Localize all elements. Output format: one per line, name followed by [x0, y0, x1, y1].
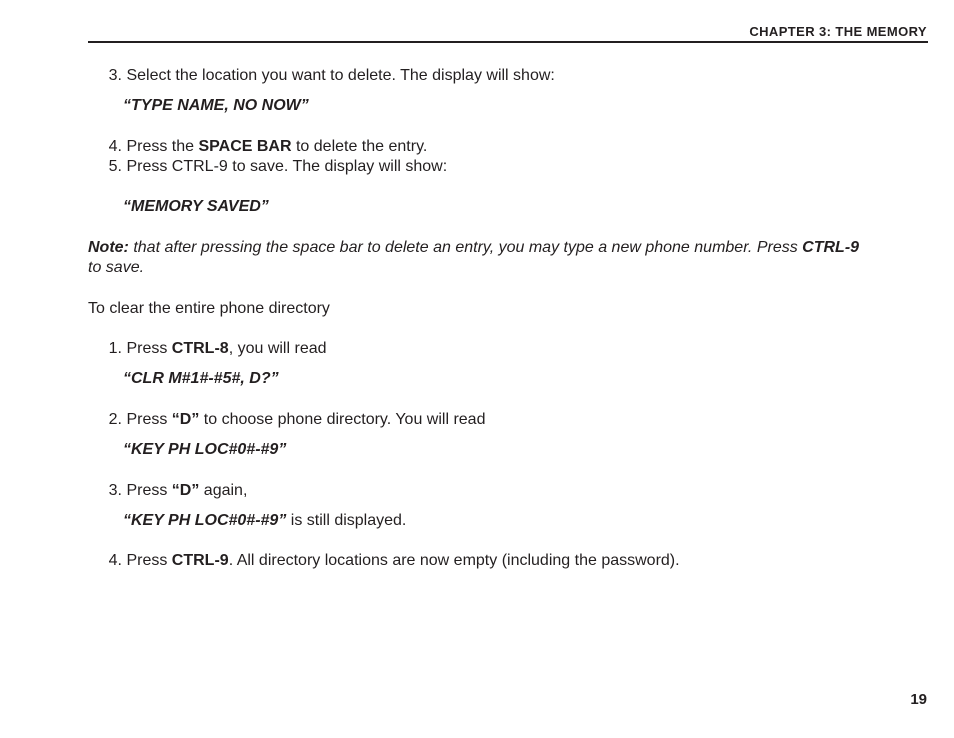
step-text-pre: Press	[126, 482, 172, 499]
display-memory-saved: “MEMORY SAVED”	[123, 198, 269, 215]
note-continuation: to save.	[88, 259, 145, 276]
step-number: 3.	[108, 482, 122, 499]
display-key-ph-loc: “KEY PH LOC#0#-#9”	[123, 441, 287, 458]
step-text-pre: Press the	[126, 138, 199, 155]
key-ctrl-9: CTRL-9	[171, 552, 229, 569]
page-number: 19	[910, 691, 927, 708]
step-number: 1.	[108, 340, 122, 357]
clear-step-4	[105, 551, 680, 571]
step-text-post: . All directory locations are now empty (including the password).	[228, 552, 680, 569]
step-number: 5.	[108, 158, 122, 175]
step-text: Press CTRL-9 to save. The display will show:	[126, 158, 448, 175]
step-number: 4.	[108, 552, 122, 569]
step-text-post: to choose phone directory. You will read	[199, 411, 486, 428]
display-text: “KEY PH LOC#0#-#9”	[123, 512, 287, 529]
step-text-pre: Press	[126, 552, 172, 569]
clear-step-1	[105, 339, 327, 359]
clear-directory-intro: To clear the entire phone directory	[88, 300, 330, 317]
key-d: “D”	[171, 482, 200, 499]
step-text-post: to delete the entry.	[291, 138, 428, 155]
display-key-ph-loc-still	[123, 511, 406, 531]
step-text-pre: Press	[126, 340, 172, 357]
note-label: Note:	[88, 239, 129, 256]
step-text-post: again,	[199, 482, 248, 499]
display-clr-memory: “CLR M#1#-#5#, D?”	[123, 370, 279, 387]
step-text-pre: Press	[126, 411, 172, 428]
chapter-title: CHAPTER 3: THE MEMORY	[749, 24, 927, 39]
display-suffix: is still displayed.	[286, 512, 407, 529]
display-type-name: “TYPE NAME, NO NOW”	[123, 97, 309, 114]
clear-step-3	[105, 481, 247, 501]
step-number: 3.	[108, 67, 122, 84]
step-4	[105, 137, 427, 157]
header-divider	[88, 41, 928, 43]
key-d: “D”	[171, 411, 200, 428]
step-3	[105, 66, 555, 86]
step-text: Select the location you want to delete. The display will show:	[126, 67, 555, 84]
note-text: that after pressing the space bar to delete an entry, you may type a new phone number. Press	[128, 239, 803, 256]
note	[88, 238, 859, 258]
step-number: 2.	[108, 411, 122, 428]
note-key: CTRL-9	[802, 239, 860, 256]
step-number: 4.	[108, 138, 122, 155]
key-space-bar: SPACE BAR	[198, 138, 292, 155]
key-ctrl-8: CTRL-8	[171, 340, 229, 357]
step-text-post: , you will read	[228, 340, 327, 357]
step-5	[105, 157, 447, 177]
clear-step-2	[105, 410, 485, 430]
